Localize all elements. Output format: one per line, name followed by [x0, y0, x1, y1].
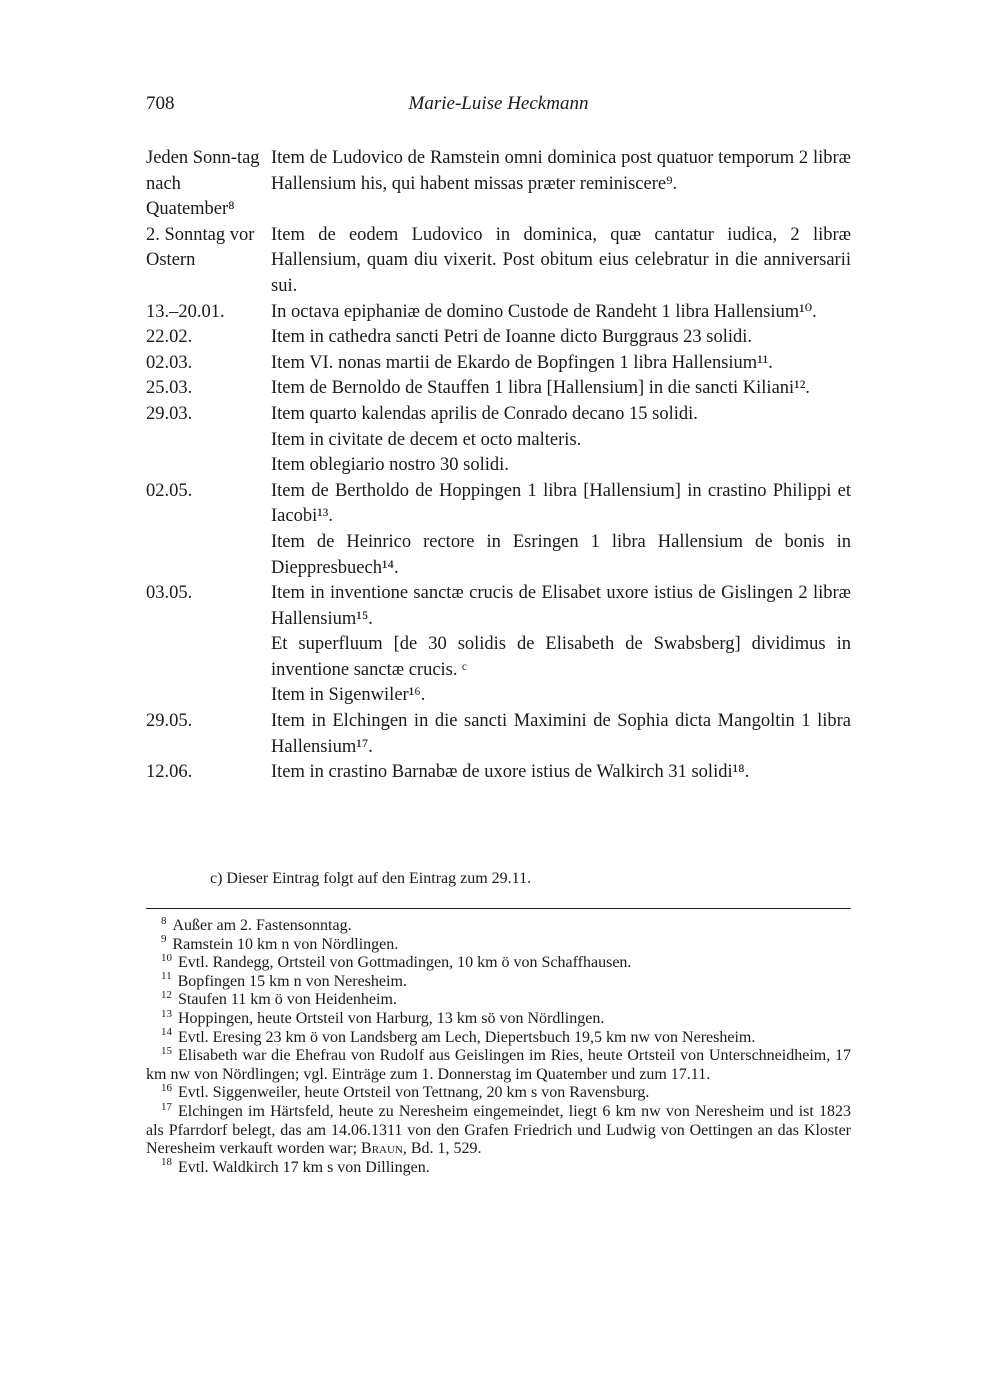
entry-row: [146, 479, 851, 530]
entry-row: [146, 325, 851, 351]
footnote-number: 14: [161, 1026, 172, 1039]
page-number: 708: [146, 93, 175, 114]
entry-date: 13.–20.01.: [146, 301, 225, 322]
footnote-text: Elchingen im Härtsfeld, heute zu Neresheim eingemeindet, liegt 6 km nw von Neresheim und ist 1823 als Pfarrdorf belegt, das am 14.06.1311 von den Grafen Friedrich und Ludwig von Oettingen an das Kloster Neresheim verkauft worden war;: [146, 1102, 851, 1158]
footnote-number: 12: [161, 989, 172, 1002]
entry-text: Item de Heinrico rectore in Esringen 1 libra Hallensium de bonis in Dieppresbuech¹⁴.: [271, 531, 851, 578]
entry-row: [146, 428, 851, 454]
entry-row: [146, 530, 851, 581]
entry-text: Et superfluum [de 30 solidis de Elisabeth de Swabsberg] dividimus in inventione sanctæ crucis. ᶜ: [271, 634, 851, 680]
entry-row: [146, 402, 851, 428]
footnote-number: 17: [161, 1100, 172, 1113]
footnote-text: Elisabeth war die Ehefrau von Rudolf aus Geislingen im Ries, heute Ortsteil von Unterschneidheim, 17 km nw von Nördlingen; vgl. Einträge zum 1. Donnerstag im Quatember und zum 17.11.: [146, 1047, 851, 1083]
entry-text: Item de Bertholdo de Hoppingen 1 libra [Hallensium] in crastino Philippi et Iacobi¹³.: [271, 480, 851, 527]
entry-date: 25.03.: [146, 378, 193, 399]
footnote: [146, 933, 851, 955]
entry-date: 03.05.: [146, 583, 193, 604]
entry-date: 22.02.: [146, 327, 193, 348]
entry-row: [146, 709, 851, 760]
entry-date: [146, 683, 271, 709]
footnote-text: Ramstein 10 km n von Nördlingen.: [172, 935, 399, 953]
calendar-entries: [146, 146, 851, 786]
footnote-number: 8: [161, 914, 167, 927]
entry-text: Item in civitate de decem et octo malteris.: [271, 429, 582, 450]
entry-text: Item de eodem Ludovico in dominica, quæ cantatur iudica, 2 libræ Hallensium, quam diu vixerit. Post obitum eius celebratur in die anniversarii sui.: [271, 224, 851, 296]
entry-date: 02.03.: [146, 352, 193, 373]
entry-row: [146, 300, 851, 326]
footnote-rule: [146, 908, 851, 909]
entry-text: Item quarto kalendas aprilis de Conrado decano 15 solidi.: [271, 403, 698, 424]
entry-date: 29.05.: [146, 711, 193, 732]
entry-date: [146, 530, 271, 581]
footnote-text: Hoppingen, heute Ortsteil von Harburg, 13 km sö von Nördlingen.: [178, 1009, 605, 1027]
footnote-text: Bopfingen 15 km n von Neresheim.: [177, 972, 407, 990]
entry-text: In octava epiphaniæ de domino Custode de Randeht 1 libra Hallensium¹⁰.: [271, 301, 817, 322]
apparatus-note: c) Dieser Eintrag folgt auf den Eintrag zum 29.11.: [210, 870, 532, 887]
footnote: [146, 951, 851, 973]
footnote-text: Evtl. Waldkirch 17 km s von Dillingen.: [178, 1158, 430, 1176]
footnote-text: Evtl. Siggenweiler, heute Ortsteil von Tettnang, 20 km s von Ravensburg.: [178, 1084, 650, 1102]
entry-text: Item VI. nonas martii de Ekardo de Bopfingen 1 libra Hallensium¹¹.: [271, 352, 773, 373]
footnotes: [146, 914, 851, 1177]
footnote-number: 9: [161, 933, 167, 946]
footnote-number: 16: [161, 1082, 172, 1095]
entry-row: [146, 453, 851, 479]
entry-row: [146, 223, 851, 300]
footnote-number: 13: [161, 1007, 172, 1020]
footnote-number: 10: [161, 951, 172, 964]
footnote-number: 11: [161, 970, 172, 983]
footnote-number: 18: [161, 1156, 172, 1169]
entry-text: Item de Bernoldo de Stauffen 1 libra [Hallensium] in die sancti Kiliani¹².: [271, 378, 810, 399]
entry-date: 29.03.: [146, 403, 193, 424]
entry-date: 12.06.: [146, 762, 193, 783]
entry-text: Item in inventione sanctæ crucis de Elisabet uxore istius de Gislingen 2 libræ Hallensium¹⁵.: [271, 583, 851, 629]
entry-text: Item in Sigenwiler¹⁶.: [271, 685, 426, 706]
entry-row: [146, 351, 851, 377]
entry-row: [146, 683, 851, 709]
entry-text: Item in cathedra sancti Petri de Ioanne dicto Burggraus 23 solidi.: [271, 327, 753, 348]
entry-row: [146, 376, 851, 402]
entry-row: [146, 760, 851, 786]
footnote: [146, 1156, 851, 1178]
footnote: [146, 1026, 851, 1048]
entry-text: Item in Elchingen in die sancti Maximini de Sophia dicta Mangoltin 1 libra Hallensium¹⁷.: [271, 711, 851, 757]
footnote-text: Evtl. Eresing 23 km ö von Landsberg am Lech, Diepertsbuch 19,5 km nw von Neresheim.: [178, 1028, 756, 1046]
footnote: [146, 1100, 851, 1159]
entry-date: Jeden Sonn-tag nach Quatember⁸: [146, 148, 260, 220]
footnote-text: Außer am 2. Fastensonntag.: [172, 917, 352, 934]
entry-date: 2. Sonntag vor Ostern: [146, 224, 255, 271]
footnote: [146, 970, 851, 992]
entry-text: Item de Ludovico de Ramstein omni dominica post quatuor temporum 2 libræ Hallensium his, qui habent missas præter reminiscere⁹.: [271, 148, 851, 194]
footnote: [146, 1084, 851, 1103]
footnote-text: Staufen 11 km ö von Heidenheim.: [178, 991, 397, 1009]
entry-date: [146, 428, 271, 454]
entry-row: [146, 146, 851, 223]
footnote-text: Evtl. Randegg, Ortsteil von Gottmadingen, 10 km ö von Schaffhausen.: [178, 954, 632, 972]
author-name: Braun: [361, 1140, 403, 1158]
footnote: [146, 914, 851, 936]
footnote: [146, 991, 851, 1010]
entry-date: [146, 453, 271, 479]
entry-row: [146, 632, 851, 683]
entry-date: 02.05.: [146, 480, 193, 501]
footnote-tail: , Bd. 1, 529.: [402, 1140, 482, 1158]
footnote: [146, 1007, 851, 1029]
entry-date: [146, 632, 271, 683]
footnote-number: 15: [161, 1044, 172, 1057]
entry-text: Item in crastino Barnabæ de uxore istius de Walkirch 31 solidi¹⁸.: [271, 762, 750, 783]
running-title: Marie-Luise Heckmann: [408, 93, 589, 114]
footnote: [146, 1044, 851, 1084]
entry-text: Item oblegiario nostro 30 solidi.: [271, 455, 509, 476]
entry-row: [146, 581, 851, 632]
page-header: [146, 93, 851, 121]
